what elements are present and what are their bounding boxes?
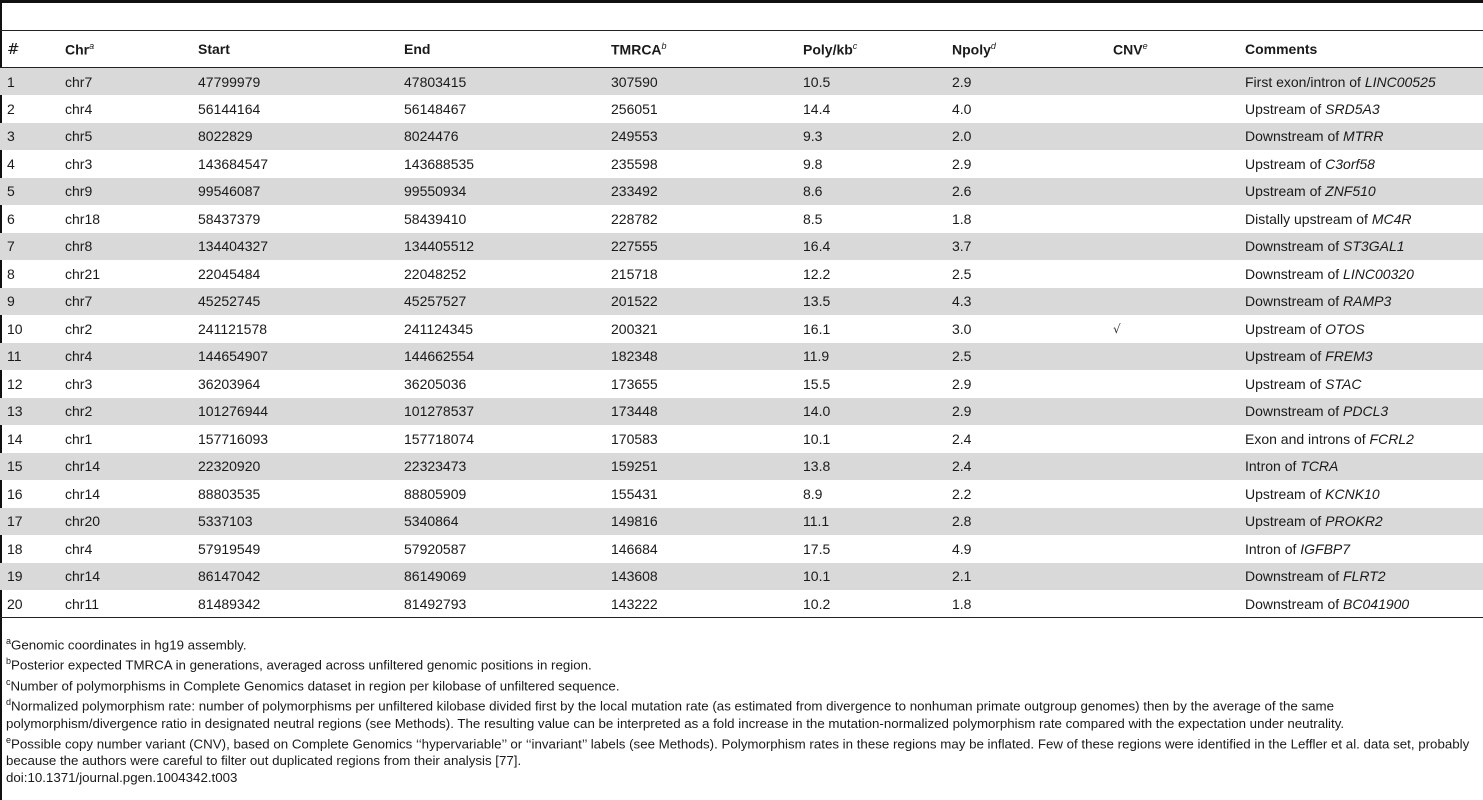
row-comment	[1238, 205, 1483, 233]
comment-text: Upstream of	[1245, 100, 1326, 117]
row-chr: chr14	[65, 568, 101, 585]
row-index: 14	[7, 430, 23, 447]
row-poly-kb: 16.4	[803, 238, 831, 255]
row-comment	[1238, 425, 1483, 453]
row-chr: chr5	[65, 128, 93, 145]
row-cnv	[1106, 343, 1238, 371]
row-poly-kb: 9.3	[803, 128, 823, 145]
comment-text: Upstream of	[1245, 375, 1326, 392]
row-start: 143684547	[198, 155, 269, 172]
gene-name: KCNK10	[1325, 485, 1380, 502]
gene-name: C3orf58	[1325, 155, 1375, 172]
row-tmrca: 173655	[611, 375, 658, 392]
row-chr: chr18	[65, 210, 101, 227]
row-start: 157716093	[198, 430, 269, 447]
header-cnv: CNV$^e$	[1106, 31, 1238, 68]
row-chr: chr21	[65, 265, 101, 282]
row-poly-kb: 17.5	[803, 540, 831, 557]
row-start: 45252745	[198, 293, 261, 310]
comment-text: Upstream of	[1245, 320, 1326, 337]
row-cnv	[1106, 288, 1238, 316]
comment-text: Downstream of	[1245, 265, 1344, 282]
row-npoly: 2.9	[952, 375, 972, 392]
row-index: 19	[7, 568, 23, 585]
row-chr: chr3	[65, 155, 93, 172]
row-comment	[1238, 260, 1483, 288]
row-npoly: 4.0	[952, 100, 972, 117]
row-tmrca: 146684	[611, 540, 658, 557]
row-chr: chr7	[65, 293, 93, 310]
header-index: #	[0, 31, 58, 68]
table-row	[0, 288, 1483, 316]
row-chr: chr8	[65, 238, 93, 255]
gene-name: STAC	[1325, 375, 1362, 392]
table-row	[0, 425, 1483, 453]
row-start: 99546087	[198, 183, 261, 200]
gene-name: FCRL2	[1369, 430, 1414, 447]
row-cnv	[1106, 205, 1238, 233]
table-row	[0, 480, 1483, 508]
comment-text: Upstream of	[1245, 513, 1326, 530]
comment-text: Downstream of	[1245, 595, 1344, 612]
row-start: 58437379	[198, 210, 261, 227]
row-comment	[1238, 453, 1483, 481]
comment-text: Downstream of	[1245, 568, 1344, 585]
footnote-e: $^e$Possible copy number variant (CNV), based on Complete Genomics ‘‘hypervariable’’ or ‘‘invariant’’ labels (see Methods). Polymorphism rates in these regions may be inflated. Few of these regions were identified in the Leffler et al. data set, probably because the authors were careful to filter out duplicated regions from their analysis [77].	[6, 734, 1470, 769]
gene-name: RAMP3	[1343, 293, 1392, 310]
table-row	[0, 178, 1483, 206]
row-end: 86149069	[404, 568, 467, 585]
doi-link[interactable]: doi:10.1371/journal.pgen.1004342.t003	[6, 770, 238, 786]
row-tmrca: 200321	[611, 320, 658, 337]
row-poly-kb: 8.6	[803, 183, 823, 200]
row-end: 101278537	[404, 403, 475, 420]
row-cnv	[1106, 480, 1238, 508]
row-chr: chr3	[65, 375, 93, 392]
footnote-d: $^d$Normalized polymorphism rate: number of polymorphisms per unfiltered kilobase divided first by the local mutation rate (as estimated from divergence to nonhuman primate outgroup genomes) then by the average of the same polymorphism/divergence ratio in designated neutral regions (see Methods). The resulting value can be interpreted as a fold increase in the mutation-normalized polymorphism rate compared with the expectation under neutrality.	[6, 697, 1345, 731]
row-comment	[1238, 95, 1483, 123]
row-end: 57920587	[404, 540, 467, 557]
row-start: 57919549	[198, 540, 261, 557]
row-poly-kb: 10.1	[803, 568, 831, 585]
row-index: 6	[7, 210, 15, 227]
row-chr: chr14	[65, 485, 101, 502]
row-comment	[1238, 535, 1483, 563]
row-end: 45257527	[404, 293, 467, 310]
row-tmrca: 155431	[611, 485, 658, 502]
row-comment	[1238, 315, 1483, 343]
comment-text: Upstream of	[1245, 183, 1326, 200]
row-start: 47799979	[198, 73, 261, 90]
gene-name: ST3GAL1	[1343, 238, 1405, 255]
row-end: 81492793	[397, 590, 604, 618]
row-poly-kb: 8.5	[803, 210, 823, 227]
row-cnv	[1106, 453, 1238, 481]
row-chr: chr2	[65, 403, 93, 420]
row-tmrca: 159251	[611, 458, 658, 475]
row-index: 4	[7, 155, 15, 172]
row-npoly: 3.0	[952, 320, 972, 337]
row-cnv: √	[1113, 321, 1121, 336]
row-end: 99550934	[404, 183, 467, 200]
row-start: 22320920	[198, 458, 261, 475]
row-cnv	[1106, 398, 1238, 426]
row-chr: chr9	[65, 183, 93, 200]
table-row	[0, 123, 1483, 151]
row-comment	[1238, 150, 1483, 178]
footnote-b: $^b$Posterior expected TMRCA in generations, averaged across unfiltered genomic positions in region.	[6, 656, 592, 673]
comment-text: Intron of	[1245, 458, 1301, 475]
row-start: 81489342	[191, 590, 397, 618]
row-tmrca: 149816	[611, 513, 658, 530]
row-tmrca: 256051	[611, 100, 658, 117]
header-end: End	[397, 31, 604, 68]
row-chr: chr4	[65, 348, 93, 365]
row-index: 11	[7, 348, 22, 365]
gene-name: PROKR2	[1325, 513, 1383, 530]
row-chr: chr14	[65, 458, 101, 475]
row-start: 241121578	[198, 320, 268, 337]
row-end: 241124345	[404, 320, 474, 337]
row-npoly: 1.8	[952, 210, 972, 227]
table-row	[0, 453, 1483, 481]
row-tmrca: 170583	[611, 430, 658, 447]
row-index: 12	[7, 375, 23, 392]
row-tmrca: 227555	[611, 238, 658, 255]
row-comment	[1238, 343, 1483, 371]
row-cnv	[1106, 260, 1238, 288]
row-poly-kb: 10.2	[796, 590, 945, 618]
table-row	[0, 563, 1483, 591]
row-poly-kb: 11.9	[803, 348, 830, 365]
row-npoly: 4.3	[952, 293, 972, 310]
row-tmrca: 233492	[611, 183, 658, 200]
row-cnv	[1106, 95, 1238, 123]
row-end: 36205036	[404, 375, 467, 392]
row-npoly: 2.5	[952, 265, 972, 282]
row-chr: chr11	[58, 590, 191, 618]
row-poly-kb: 13.8	[803, 458, 831, 475]
row-tmrca: 307590	[611, 73, 658, 90]
row-index: 7	[7, 238, 15, 255]
row-index: 8	[7, 265, 15, 282]
row-index: 18	[7, 540, 23, 557]
table-row	[0, 95, 1483, 123]
row-chr: chr20	[65, 513, 101, 530]
row-index: 13	[7, 403, 23, 420]
row-comment	[1238, 178, 1483, 206]
row-npoly: 2.9	[952, 73, 972, 90]
row-tmrca: 143222	[604, 590, 796, 618]
row-index: 1	[7, 73, 15, 90]
row-tmrca: 173448	[611, 403, 658, 420]
row-npoly: 3.7	[952, 238, 972, 255]
row-cnv	[1106, 68, 1238, 96]
row-comment	[1238, 370, 1483, 398]
row-npoly: 2.4	[952, 458, 972, 475]
row-comment	[1238, 68, 1483, 96]
row-start: 56144164	[198, 100, 261, 117]
row-poly-kb: 14.0	[803, 403, 831, 420]
row-index: 2	[7, 100, 15, 117]
row-start: 22045484	[198, 265, 261, 282]
row-tmrca: 249553	[611, 128, 658, 145]
row-npoly: 2.5	[952, 348, 972, 365]
gene-name: MC4R	[1371, 210, 1412, 227]
row-tmrca: 182348	[611, 348, 658, 365]
row-npoly: 2.6	[952, 183, 972, 200]
row-start: 36203964	[198, 375, 261, 392]
row-end: 22048252	[404, 265, 467, 282]
row-npoly: 2.8	[952, 513, 972, 530]
row-index: 3	[7, 128, 15, 145]
row-cnv	[1106, 370, 1238, 398]
gene-name: LINC00320	[1343, 265, 1414, 282]
row-chr: chr4	[65, 100, 93, 117]
row-npoly: 4.9	[952, 540, 972, 557]
table-body	[0, 68, 1483, 618]
row-end: 88805909	[404, 485, 467, 502]
comment-text: Downstream of	[1245, 128, 1344, 145]
table-row	[0, 260, 1483, 288]
row-end: 143688535	[404, 155, 475, 172]
comment-text: Upstream of	[1245, 155, 1326, 172]
row-npoly: 2.2	[952, 485, 972, 502]
row-cnv	[1106, 563, 1238, 591]
row-chr: chr7	[65, 73, 93, 90]
row-end: 144662554	[404, 348, 475, 365]
comment-text: Upstream of	[1245, 348, 1326, 365]
gene-name: ZNF510	[1325, 183, 1376, 200]
table-row	[0, 205, 1483, 233]
gene-name: SRD5A3	[1325, 100, 1380, 117]
row-end: 58439410	[404, 210, 467, 227]
row-index: 5	[7, 183, 15, 200]
row-poly-kb: 8.9	[803, 485, 823, 502]
row-poly-kb: 11.1	[803, 513, 830, 530]
row-end: 22323473	[404, 458, 467, 475]
gene-name: BC041900	[1343, 595, 1410, 612]
footnote-c: $^c$Number of polymorphisms in Complete Genomics dataset in region per kilobase of unfiltered sequence.	[6, 676, 620, 694]
row-chr: chr4	[65, 540, 93, 557]
row-start: 86147042	[198, 568, 261, 585]
row-end: 8024476	[404, 128, 459, 145]
row-tmrca: 215718	[611, 265, 658, 282]
row-cnv	[1106, 508, 1238, 536]
header-chr: Chr$^a$	[58, 31, 191, 68]
row-tmrca: 235598	[611, 155, 658, 172]
table-row	[0, 370, 1483, 398]
table-footnotes	[6, 633, 1482, 786]
comment-text: Downstream of	[1245, 403, 1344, 420]
row-end: 5340864	[404, 513, 459, 530]
row-npoly: 2.9	[952, 155, 972, 172]
table-row	[0, 233, 1483, 261]
row-poly-kb: 10.5	[803, 73, 831, 90]
top-rule	[0, 0, 1483, 3]
row-end: 47803415	[404, 73, 467, 90]
row-poly-kb: 10.1	[803, 430, 831, 447]
table-row	[0, 398, 1483, 426]
table-row	[0, 535, 1483, 563]
row-comment	[1238, 398, 1483, 426]
row-tmrca: 143608	[611, 568, 658, 585]
row-comment	[1238, 233, 1483, 261]
gene-name: TCRA	[1300, 458, 1339, 475]
row-poly-kb: 12.2	[803, 265, 831, 282]
comment-text: Intron of	[1245, 540, 1301, 557]
row-comment	[1238, 590, 1483, 618]
row-start: 8022829	[198, 128, 253, 145]
gene-name: LINC00525	[1364, 73, 1436, 90]
row-poly-kb: 9.8	[803, 155, 823, 172]
header-poly-kb: Poly/$kb^c$	[796, 31, 945, 68]
row-tmrca: 201522	[611, 293, 658, 310]
table-row	[0, 343, 1483, 371]
row-start: 144654907	[198, 348, 269, 365]
row-start: 134404327	[198, 238, 269, 255]
row-comment	[1238, 288, 1483, 316]
row-index: 17	[7, 513, 23, 530]
row-index: 16	[7, 485, 23, 502]
row-npoly: 2.9	[952, 403, 972, 420]
row-comment	[1238, 123, 1483, 151]
comment-text: Distally upstream of	[1245, 210, 1372, 227]
gene-name: FLRT2	[1343, 568, 1386, 585]
row-poly-kb: 15.5	[803, 375, 831, 392]
table-row	[0, 508, 1483, 536]
row-tmrca: 228782	[611, 210, 658, 227]
row-chr: chr1	[65, 430, 93, 447]
row-cnv	[1106, 425, 1238, 453]
gene-name: MTRR	[1343, 128, 1384, 145]
row-poly-kb: 13.5	[803, 293, 831, 310]
row-comment	[1238, 480, 1483, 508]
regions-table	[0, 30, 1483, 618]
row-npoly: 2.0	[952, 128, 972, 145]
row-start: 5337103	[198, 513, 253, 530]
comment-text: Exon and introns of	[1245, 430, 1370, 447]
row-chr: chr2	[65, 320, 93, 337]
table-row	[0, 68, 1483, 96]
row-end: 56148467	[404, 100, 467, 117]
header-start: Start	[191, 31, 397, 68]
row-npoly: 1.8	[945, 590, 1106, 618]
row-poly-kb: 16.1	[803, 320, 831, 337]
row-start: 101276944	[198, 403, 269, 420]
header-npoly: Npoly$^d$	[945, 31, 1106, 68]
row-start: 88803535	[198, 485, 261, 502]
row-end: 157718074	[404, 430, 475, 447]
row-cnv	[1106, 150, 1238, 178]
row-poly-kb: 14.4	[803, 100, 831, 117]
table-header-row	[0, 31, 1483, 68]
comment-text: Downstream of	[1245, 238, 1344, 255]
row-cnv	[1106, 178, 1238, 206]
comment-text: Downstream of	[1245, 293, 1344, 310]
comment-text: Upstream of	[1245, 485, 1326, 502]
table-row	[0, 150, 1483, 178]
footnote-a: $^a$Genomic coordinates in hg19 assembly.	[6, 636, 247, 653]
row-cnv	[1106, 123, 1238, 151]
row-comment	[1238, 563, 1483, 591]
gene-name: OTOS	[1325, 320, 1365, 337]
row-index: 15	[7, 458, 23, 475]
row-cnv	[1106, 590, 1238, 618]
header-comments: Comments	[1238, 31, 1483, 68]
table-row	[0, 590, 1483, 618]
row-comment	[1238, 508, 1483, 536]
row-cnv	[1106, 233, 1238, 261]
comment-text: First exon/intron of	[1245, 73, 1365, 90]
header-tmrca: TMRCA$^b$	[604, 31, 796, 68]
row-npoly: 2.1	[952, 568, 972, 585]
row-index: 20	[0, 590, 58, 618]
table-row	[0, 315, 1483, 343]
gene-name: FREM3	[1325, 348, 1373, 365]
row-npoly: 2.4	[952, 430, 972, 447]
gene-name: IGFBP7	[1300, 540, 1351, 557]
row-cnv	[1106, 535, 1238, 563]
gene-name: PDCL3	[1343, 403, 1389, 420]
row-index: 10	[7, 320, 23, 337]
row-index: 9	[7, 293, 15, 310]
row-end: 134405512	[404, 238, 475, 255]
